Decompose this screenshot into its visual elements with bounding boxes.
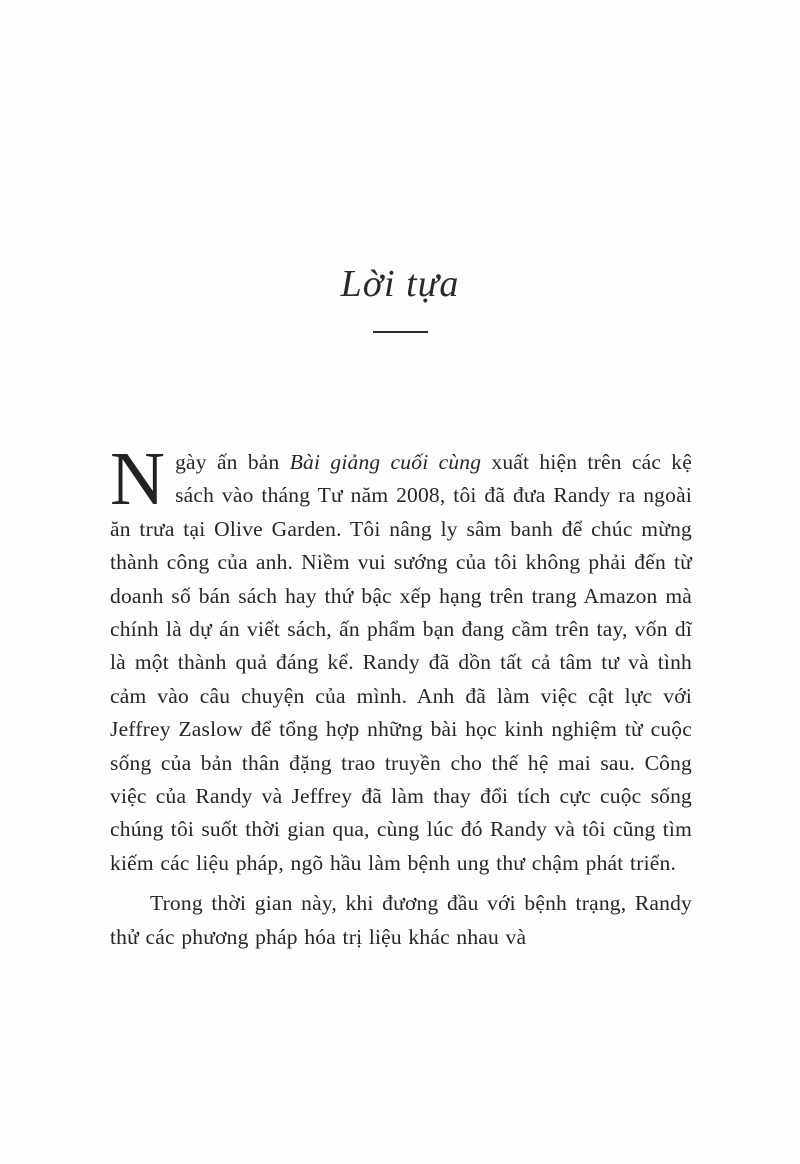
paragraph-1-rest-text: xuất hiện trên các kệ sách vào tháng Tư năm 2008, tôi đã đưa Randy ra ngoài ăn trưa tại Olive Garden. Tôi nâng ly sâm banh để chúc mừng thành công của anh. Niềm vui sướng của tôi không phải đến từ doanh số bán sách hay thứ bậc xếp hạng trên trang Amazon mà chính là dự án viết sách, ấn phẩm bạn đang cầm trên tay, vốn dĩ là một thành quả đáng kể. Randy đã dồn tất cả tâm tư và tình cảm vào câu chuyện của mình. Anh đã làm việc cật lực với Jeffrey Zaslow để tổng hợp những bài học kinh nghiệm từ cuộc sống của bản thân đặng trao truyền cho thế hệ mai sau. Công việc của Randy và Jeffrey đã làm thay đổi tích cực cuộc sống chúng tôi suốt thời gian qua, cùng lúc đó Randy và tôi cũng tìm kiếm các liệu pháp, ngõ hầu làm bệnh ung thư chậm phát triển. bbox=[110, 450, 692, 875]
paragraph-2 bbox=[110, 887, 692, 954]
paragraph-2-text: Trong thời gian này, khi đương đầu với bệnh trạng, Randy thử các phương pháp hóa trị liệu khác nhau và bbox=[110, 891, 692, 949]
chapter-title: Lời tựa bbox=[340, 263, 460, 305]
dropcap-letter: N bbox=[110, 437, 166, 521]
book-title-italic: Bài giảng cuối cùng bbox=[289, 450, 482, 474]
page-body bbox=[110, 437, 692, 954]
paragraph-1 bbox=[110, 437, 692, 880]
paragraph-1-lead-text: gày ấn bản bbox=[175, 450, 290, 474]
title-divider bbox=[373, 331, 428, 333]
